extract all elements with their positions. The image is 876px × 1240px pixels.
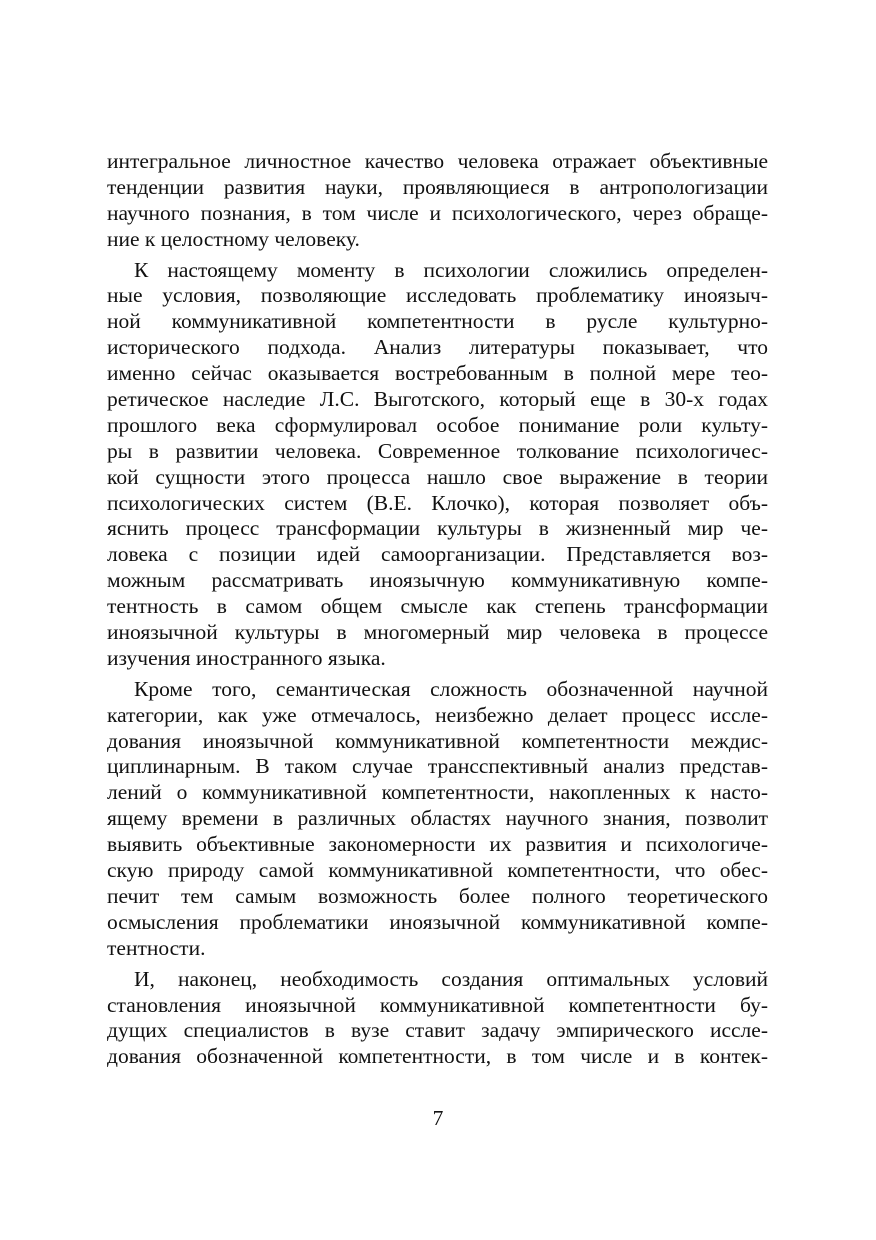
text-line: Кроме того, семантическая сложность обозначенной научной bbox=[134, 676, 768, 701]
text-line: циплинарным. В таком случае трансспективный анализ представ- bbox=[107, 754, 768, 779]
text-line: ры в развитии человека. Современное толкование психологичес- bbox=[107, 438, 768, 463]
text-line: яснить процесс трансформации культуры в жизненный мир че- bbox=[107, 516, 768, 541]
page-number: 7 bbox=[432, 1106, 444, 1130]
text-line: тентности. bbox=[107, 935, 206, 960]
text-line: ные условия, позволяющие исследовать проблематику иноязыч- bbox=[107, 283, 768, 308]
text-line: изучения иностранного языка. bbox=[107, 645, 386, 670]
text-line: именно сейчас оказывается востребованным в полной мере тео- bbox=[107, 361, 768, 386]
text-line: дования иноязычной коммуникативной компетентности междис- bbox=[107, 728, 768, 753]
text-line: тентность в самом общем смысле как степень трансформации bbox=[107, 594, 768, 619]
text-line: научного познания, в том числе и психологического, через обраще- bbox=[107, 200, 768, 225]
text-line: дущих специалистов в вузе ставит задачу эмпирического иссле- bbox=[107, 1018, 768, 1043]
text-line: печит тем самым возможность более полного теоретического bbox=[107, 883, 768, 908]
text-line: исторического подхода. Анализ литературы показывает, что bbox=[107, 335, 768, 360]
paragraph-4 bbox=[107, 967, 768, 1071]
text-line: можным рассматривать иноязычную коммуникативную компе- bbox=[107, 568, 768, 593]
text-line: иноязычной культуры в многомерный мир человека в процессе bbox=[107, 620, 768, 645]
paragraph-2 bbox=[107, 258, 768, 672]
text-line: интегральное личностное качество человека отражает объективные bbox=[107, 149, 768, 173]
text-line: ретическое наследие Л.С. Выготского, который еще в 30-х годах bbox=[107, 387, 768, 412]
text-line: становления иноязычной коммуникативной компетентности бу- bbox=[107, 992, 768, 1017]
text-line: выявить объективные закономерности их развития и психологиче- bbox=[107, 832, 768, 857]
text-line: И, наконец, необходимость создания оптимальных условий bbox=[134, 966, 768, 991]
text-line: ящему времени в различных областях научного знания, позволит bbox=[107, 806, 768, 831]
paragraph-1 bbox=[107, 149, 768, 253]
text-line: ние к целостному человеку. bbox=[107, 226, 360, 251]
text-line: скую природу самой коммуникативной компетентности, что обес- bbox=[107, 858, 768, 883]
text-line: осмысления проблематики иноязычной коммуникативной компе- bbox=[107, 909, 768, 934]
text-line: ловека с позиции идей самоорганизации. Представляется воз- bbox=[107, 542, 768, 567]
text-line: психологических систем (В.Е. Клочко), которая позволяет объ- bbox=[107, 490, 768, 515]
text-line: прошлого века сформулировал особое понимание роли культу- bbox=[107, 412, 768, 437]
text-line: К настоящему моменту в психологии сложились определен- bbox=[134, 257, 768, 282]
text-line: лений о коммуникативной компетентности, накопленных к насто- bbox=[107, 780, 768, 805]
text-line: кой сущности этого процесса нашло свое выражение в теории bbox=[107, 464, 768, 489]
text-line: дования обозначенной компетентности, в том числе и в контек- bbox=[107, 1044, 768, 1069]
text-line: категории, как уже отмечалось, неизбежно делает процесс иссле- bbox=[107, 702, 768, 727]
text-line: тенденции развития науки, проявляющиеся в антропологизации bbox=[107, 174, 768, 199]
paragraph-3 bbox=[107, 677, 768, 962]
text-line: ной коммуникативной компетентности в русле культурно- bbox=[107, 309, 768, 334]
page-body bbox=[107, 149, 768, 1070]
